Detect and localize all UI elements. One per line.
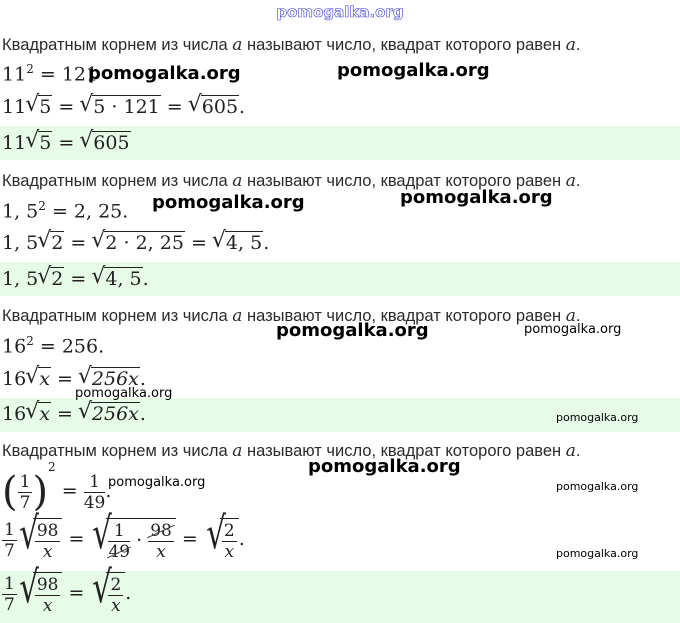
transform-line: $\frac{1}{7}$ √ $\frac{98}{x}$ = √ $\frac{1}{49}$ · $\frac{98}{x}$ = √ $\frac{2}{x}$ .: [2, 518, 245, 562]
definition-text: Квадратным корнем из числа a называют число, квадрат которого равен a.: [2, 35, 581, 55]
answer-line: 1, 5√ 2 = √ 4, 5.: [2, 268, 149, 290]
definition-text: Квадратным корнем из числа a называют число, квадрат которого равен a.: [2, 306, 581, 326]
transform-line: 16√ x = √ 256x.: [2, 368, 146, 390]
square-line: $16^2 = 256$.: [2, 334, 105, 358]
answer-band: [0, 571, 680, 623]
answer-line: 16√ x = √ 256x.: [2, 403, 146, 425]
transform-line: 11√ 5 = √ 5 · 121 = √ 605.: [2, 96, 245, 118]
answer-band: [0, 262, 680, 296]
watermark: pomogalka.org: [276, 320, 429, 341]
square-line: 1, $5^2 = 2$, 25.: [2, 199, 129, 223]
watermark: pomogalka.org: [556, 547, 639, 560]
watermark: pomogalka.org: [556, 411, 639, 424]
square-line: $11^2 = 121$: [2, 62, 99, 86]
definition-text: Квадратным корнем из числа a называют число, квадрат которого равен a.: [2, 171, 581, 191]
answer-line: 11√ 5 = √ 605: [2, 132, 131, 154]
watermark: pomogalka.org: [337, 60, 490, 81]
watermark: pomogalka.org: [152, 192, 305, 213]
watermark: pomogalka.org: [88, 63, 241, 84]
square-line: ( $\frac{1}{7}$ )$^2$ = $\frac{1}{49}$ .: [2, 460, 112, 515]
watermark: pomogalka.org: [524, 322, 622, 337]
watermark: pomogalka.org: [400, 187, 553, 208]
site-header-logo[interactable]: pomogalka.org: [276, 3, 404, 21]
answer-line: $\frac{1}{7}$ √ $\frac{98}{x}$ = √ $\frac{2}{x}$ .: [2, 572, 131, 616]
watermark: pomogalka.org: [308, 456, 461, 477]
watermark: pomogalka.org: [556, 480, 639, 493]
transform-line: 1, 5√ 2 = √ 2 · 2, 25 = √ 4, 5.: [2, 232, 269, 254]
definition-text: Квадратным корнем из числа a называют число, квадрат которого равен a.: [2, 441, 581, 461]
watermark: pomogalka.org: [75, 386, 173, 401]
answer-band: [0, 126, 680, 160]
watermark: pomogalka.org: [108, 475, 206, 490]
